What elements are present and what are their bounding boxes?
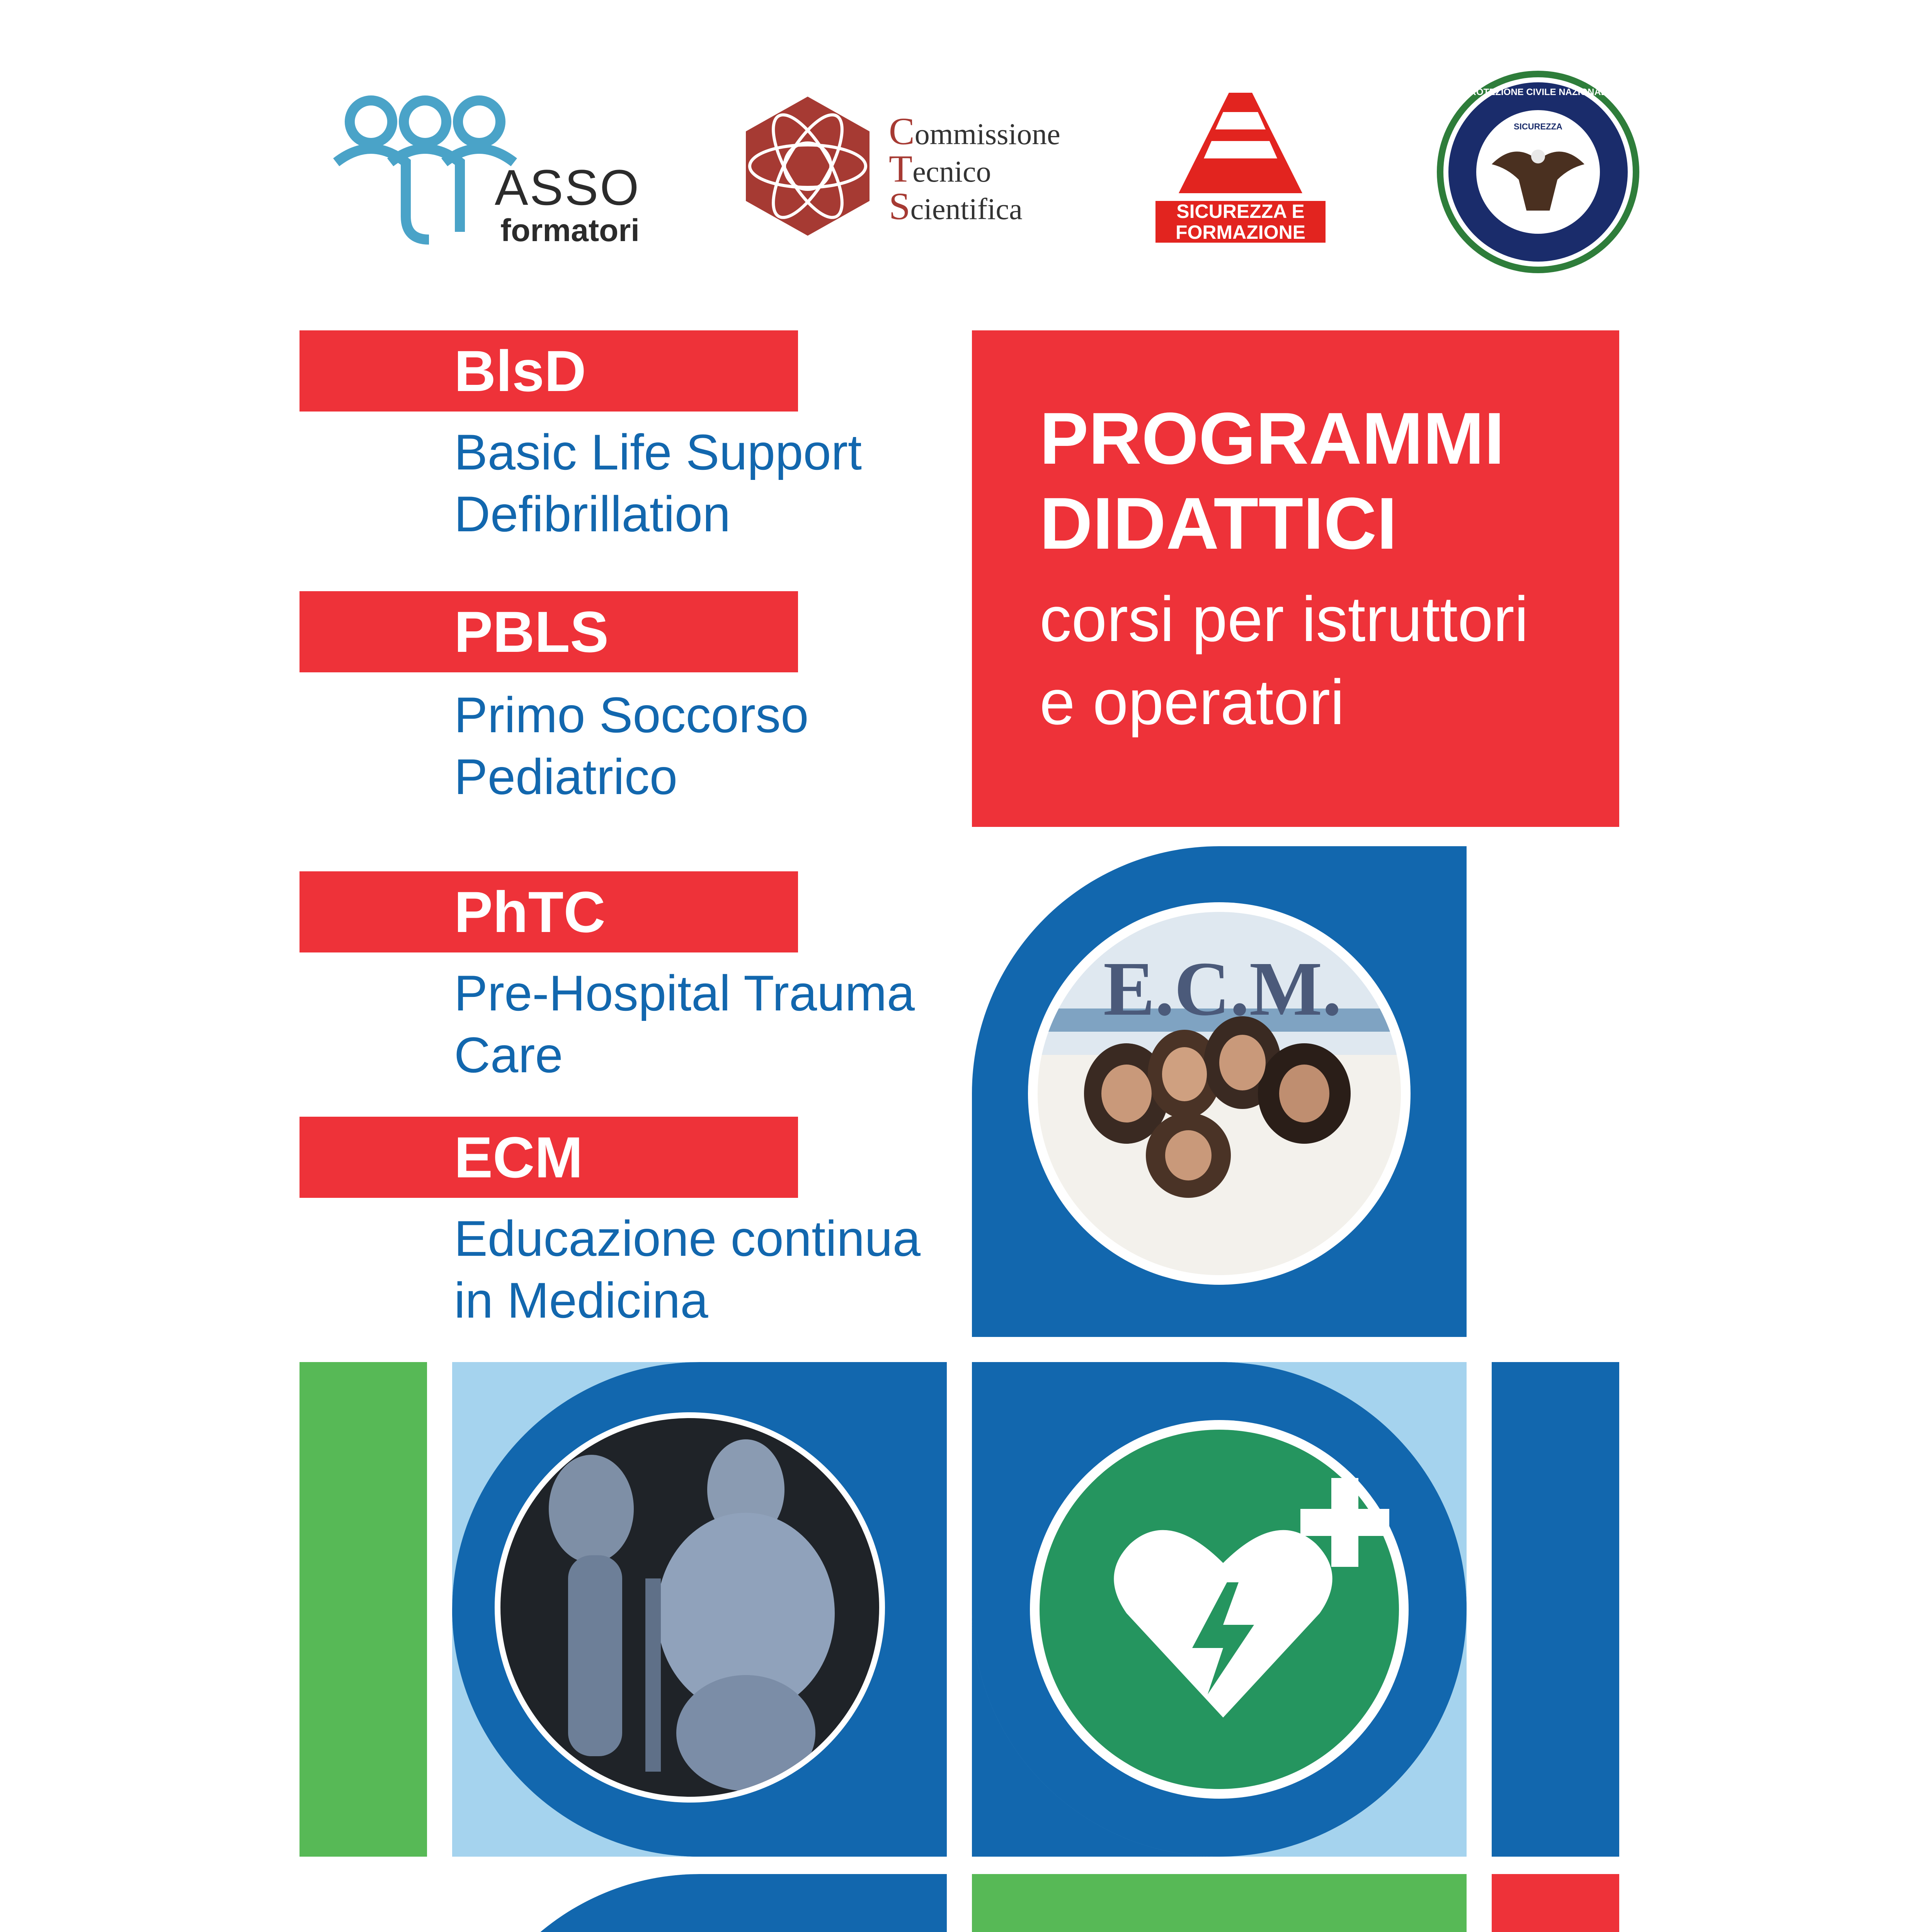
course-desc-ecm: Educazione continua in Medicina — [454, 1210, 921, 1328]
cts-text: Commissione Tecnico Scientifica — [889, 110, 1060, 228]
programmi-didattici-box — [972, 330, 1619, 827]
red-strip — [1492, 1874, 1619, 1932]
protezione-civile-logo — [1434, 68, 1642, 276]
bls-tile — [452, 1874, 947, 1932]
course-desc-phtc: Pre-Hospital Trauma Care — [454, 965, 915, 1083]
course-code-blsd: BlsD — [299, 330, 798, 412]
seal-ring-label: PROTEZIONE CIVILE NAZIONALE — [1463, 87, 1613, 97]
asso-wordmark: ASSO — [495, 159, 641, 216]
sns-mark: SNS — [1202, 165, 1266, 199]
green-strip — [299, 1362, 427, 1857]
seal-inner-label: SICUREZZA — [1514, 122, 1562, 131]
course-code-pbls: PBLS — [299, 591, 798, 672]
atom-globe-icon — [734, 93, 881, 240]
formatori-wordmark: formatori — [500, 213, 640, 248]
anatomy-tile — [452, 1362, 947, 1857]
programmi-subtitle: corsi per istruttori e operatori — [1040, 583, 1529, 738]
ecm-tile — [972, 846, 1467, 1337]
course-desc-blsd: Basic Life Support Defibrillation — [454, 424, 862, 542]
bls-graphic — [452, 1874, 947, 1932]
ecm-badge-label: E.C.M. — [1103, 946, 1342, 1032]
course-code-phtc: PhTC — [299, 871, 798, 952]
course-code-ecm: ECM — [299, 1117, 798, 1198]
ecm-tile-graphic — [972, 846, 1467, 1337]
anatomy-graphic — [452, 1362, 947, 1857]
eagle-seal-icon — [1434, 68, 1642, 276]
asso-formatori-logo — [328, 93, 645, 255]
course-desc-pbls: Primo Soccorso Pediatrico — [454, 687, 809, 805]
plus-icon — [1300, 1478, 1389, 1567]
blue-strip — [1492, 1362, 1619, 1857]
aed-tile — [972, 1362, 1467, 1857]
cts-logo — [734, 93, 1105, 240]
corsi-gratuiti-box — [972, 1874, 1467, 1932]
sns-caption: SICUREZZA E FORMAZIONE — [1155, 201, 1326, 243]
sns-logo — [1155, 89, 1326, 251]
programmi-title: PROGRAMMI DIDATTICI — [1040, 398, 1505, 565]
